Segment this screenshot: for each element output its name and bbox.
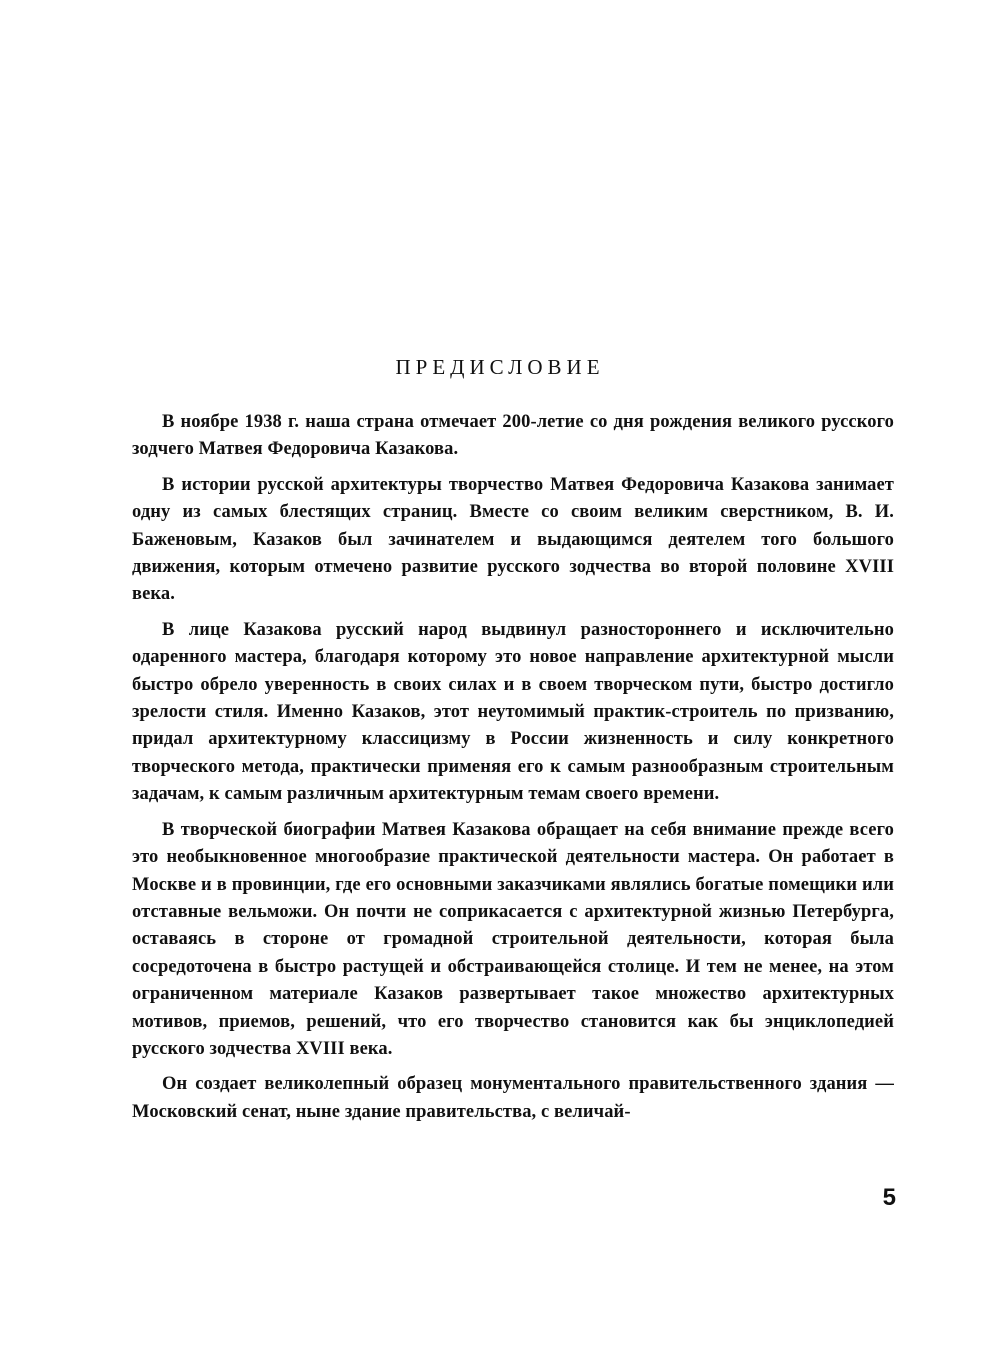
body-text [132, 409, 894, 1134]
paragraph: Он создает великолепный образец монументального правительственного здания — Московский сенат, ныне здание правительства, с величай- [132, 1074, 894, 1122]
paragraph: В ноябре 1938 г. наша страна отмечает 200-летие со дня рождения великого русского зодчего Матвея Федоровича Казакова. [132, 412, 894, 460]
section-title: ПРЕДИСЛОВИЕ [395, 355, 605, 379]
paragraph: В творческой биографии Матвея Казакова обращает на себя внимание прежде всего это необыкновенное многообразие практической деятельности мастера. Он работает в Москве и в провинции, где его основными заказчиками являлись богатые помещики или отставные вельможи. Он почти не соприкасается с архитектурной жизнью Петербурга, оставаясь в стороне от громадной строительной деятельности, которая была сосредоточена в быстро растущей и обстраивающейся столице. И тем не менее, на этом ограниченном материале Казаков развертывает такое множество архитектурных мотивов, приемов, решений, что его творчество становится как бы энциклопедией русского зодчества XVIII века. [132, 819, 894, 1059]
paragraph: В истории русской архитектуры творчество Матвея Федоровича Казакова занимает одну из самых блестящих страниц. Вместе со своим великим сверстником, В. И. Баженовым, Казаков был зачинателем и выдающимся деятелем того большого движения, которым отмечено развитие русского зодчества во второй половине XVIII века. [132, 474, 894, 605]
page-number: 5 [882, 1184, 896, 1211]
paragraph: В лице Казакова русский народ выдвинул разностороннего и исключительно одаренного мастера, благодаря которому это новое направление архитектурной мысли быстро обрело уверенность в своих силах и в своем творческом пути, быстро достигло зрелости стиля. Именно Казаков, этот неутомимый практик-строитель по призванию, придал архитектурному классицизму в России жизненность и силу конкретного творческого метода, практически применяя его к самым разнообразным строительным задачам, к самым различным архитектурным темам своего времени. [132, 619, 894, 805]
